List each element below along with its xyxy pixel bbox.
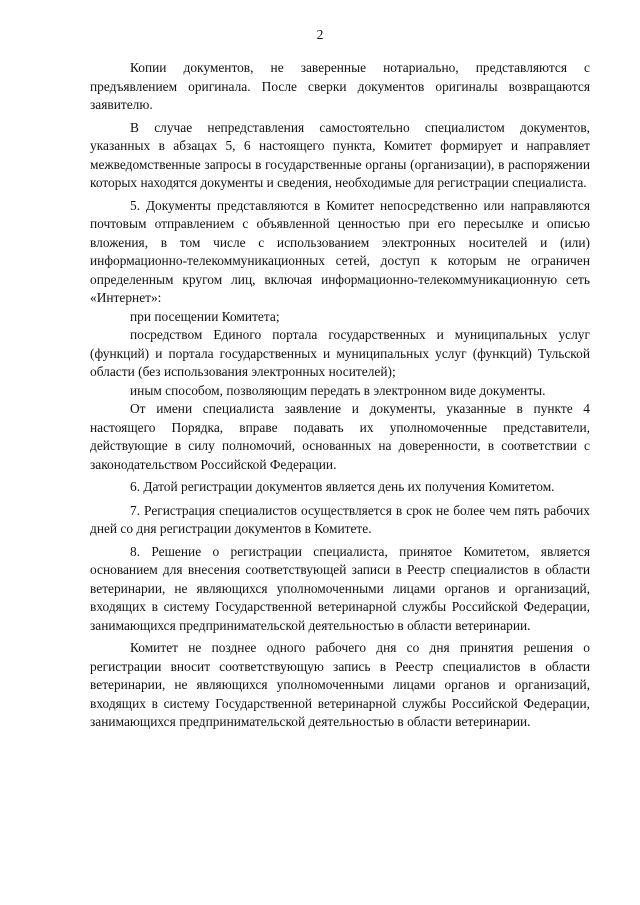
- paragraph-copies: Копии документов, не заверенные нотариально, представляются с предъявлением оригинала. После сверки документов оригиналы возвращаются заявителю.: [90, 60, 590, 112]
- paragraph-item-6: 6. Датой регистрации документов является день их получения Комитетом.: [130, 479, 555, 494]
- paragraph-item-8: 8. Решение о регистрации специалиста, принятое Комитетом, является основанием для внесения соответствующей записи в Реестр специалистов в области ветеринарии, не являющихся уполномоченными лицами органов и организаций, входящих в систему Государственной ветеринарной службы Российской Федерации, занимающихся предпринимательской деятельностью в области ветеринарии.: [90, 543, 590, 633]
- paragraph-interagency-requests: В случае непредставления самостоятельно специалистом документов, указанных в абзацах 5, 6 настоящего пункта, Комитет формирует и направляет межведомственные запросы в государственные органы (организации), в распоряжении которых находятся документы и сведения, необходимые для регистрации специалиста.: [90, 119, 590, 190]
- paragraph-item-5: 5. Документы представляются в Комитет непосредственно или направляются почтовым отправлением с объявленной ценностью при его пересылке и описью вложения, в том числе с использованием электронных носителей и (или) информационно-телекоммуникационных сетей, доступ к которым не ограничен определенным кругом лиц, включая информационно-телекоммуникационную сеть «Интернет»:: [90, 197, 590, 305]
- paragraph-other-method: иным способом, позволяющим передать в электронном виде документы.: [130, 382, 546, 398]
- paragraph-visit: при посещении Комитета;: [130, 308, 280, 324]
- paragraph-representatives: От имени специалиста заявление и документы, указанные в пункте 4 настоящего Порядка, вправе подавать их уполномоченные представители, действующие в силу полномочий, основанных на доверенности, в соответствии с законодательством Российской Федерации.: [90, 401, 590, 472]
- page-number: 2: [316, 27, 324, 42]
- paragraph-portal: посредством Единого портала государственных и муниципальных услуг (функций) и портала государственных и муниципальных услуг (функций) Тульской области (без использования электронных носителей);: [90, 327, 590, 379]
- paragraph-registry-entry: Комитет не позднее одного рабочего дня со дня принятия решения о регистрации вносит соответствующую запись в Реестр специалистов в области ветеринарии, не являющихся уполномоченными лицами органов и организаций, входящих в систему Государственной ветеринарной службы Российской Федерации, занимающихся предпринимательской деятельностью в области ветеринарии.: [90, 640, 590, 729]
- document-body: [90, 59, 590, 732]
- paragraph-item-7: 7. Регистрация специалистов осуществляется в срок не более чем пять рабочих дней со дня регистрации документов в Комитете.: [90, 502, 590, 536]
